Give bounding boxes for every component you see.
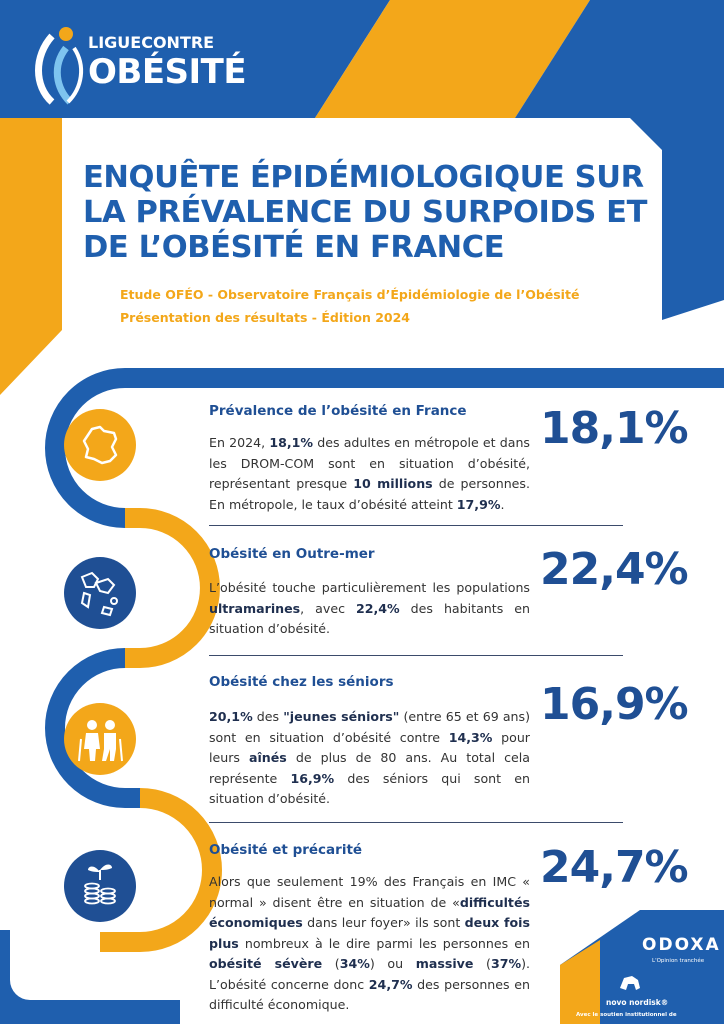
section-title-seniors: Obésité chez les séniors	[209, 674, 394, 690]
coins-plant-icon	[64, 850, 136, 922]
odoxa-tagline: L'Opinion tranchée	[652, 958, 705, 964]
bold-run: ultramarines	[209, 600, 301, 616]
section-title-precarite: Obésité et précarité	[209, 842, 363, 858]
bold-run: 20,1%	[209, 709, 253, 724]
bold-run: 16,9%	[290, 770, 335, 786]
bold-run: obésité sévère	[209, 956, 323, 971]
bold-run: 10 millions	[353, 476, 433, 491]
section-text-seniors: 20,1% des "jeunes séniors" (entre 65 et 69 ans) sont en situation d’obésité contre 14,3% pour leurs aînés de plus de 80 ans. Au total cela représente 16,9% des séniors qui sont en situation d’obésité.	[209, 709, 531, 806]
bold-run: "jeunes séniors"	[283, 709, 400, 724]
novo-nordisk-logo-icon	[616, 968, 644, 996]
seniors-icon	[64, 703, 136, 775]
section-title-outremer: Obésité en Outre-mer	[209, 546, 375, 562]
league-logo	[22, 26, 88, 106]
bold-run: aînés	[248, 750, 287, 765]
section-divider	[209, 822, 623, 823]
logo-line-2: OBÉSITÉ	[88, 52, 247, 92]
bold-run: 34%	[339, 956, 370, 971]
figure-outremer: 22,4%	[540, 544, 688, 595]
bold-run: 37%	[490, 956, 522, 971]
france-map-icon	[64, 409, 136, 481]
figure-prevalence: 18,1%	[540, 403, 688, 454]
section-title-prevalence: Prévalence de l’obésité en France	[209, 403, 467, 419]
figure-seniors: 16,9%	[540, 679, 688, 730]
support-label: Avec le soutien institutionnel de	[576, 1012, 677, 1018]
novo-nordisk-label: novo nordisk®	[606, 998, 669, 1007]
figure-precarite: 24,7%	[540, 842, 688, 893]
bold-run: deux fois plus	[209, 915, 530, 951]
logo-line-1: LIGUECONTRE	[88, 33, 215, 52]
section-text-outremer: L’obésité touche particulièrement les populations ultramarines, avec 22,4% des habitants en situation d’obésité.	[209, 580, 530, 636]
section-text-precarite: Alors que seulement 19% des Français en IMC « normal » disent être en situation de «difficultés économiques dans leur foyer» ils sont deux fois plus nombreux à le dire parmi les personnes en obésité sévère (34%) ou massive (37%). L’obésité concerne donc 24,7% des personnes en difficulté économique.	[209, 874, 531, 1012]
page-title: ENQUÊTE ÉPIDÉMIOLOGIQUE SUR LA PRÉVALENCE DU SURPOIDS ET DE L’OBÉSITÉ EN FRANCE	[83, 160, 647, 265]
section-text-prevalence: En 2024, 18,1% des adultes en métropole et dans les DROM-COM sont en situation d’obésité, représentant presque 10 millions de personnes. En métropole, le taux d’obésité atteint 17,9%.	[209, 435, 530, 512]
bold-run: 22,4%	[355, 600, 400, 616]
section-divider	[209, 525, 623, 526]
bold-run: massive	[415, 956, 474, 971]
island-map-icon	[64, 557, 136, 629]
bold-run: 17,9%	[456, 496, 501, 512]
bold-run: 24,7%	[368, 976, 413, 992]
odoxa-logo: ODOXA	[642, 935, 721, 955]
section-divider	[209, 655, 623, 656]
bold-run: difficultés économiques	[209, 894, 530, 930]
subtitle-line-1: Etude OFÉO - Observatoire Français d’Épidémiologie de l’Obésité	[120, 287, 580, 302]
subtitle-line-2: Présentation des résultats - Édition 2024	[120, 310, 410, 325]
bold-run: 18,1%	[269, 435, 314, 450]
bold-run: 14,3%	[448, 729, 493, 745]
